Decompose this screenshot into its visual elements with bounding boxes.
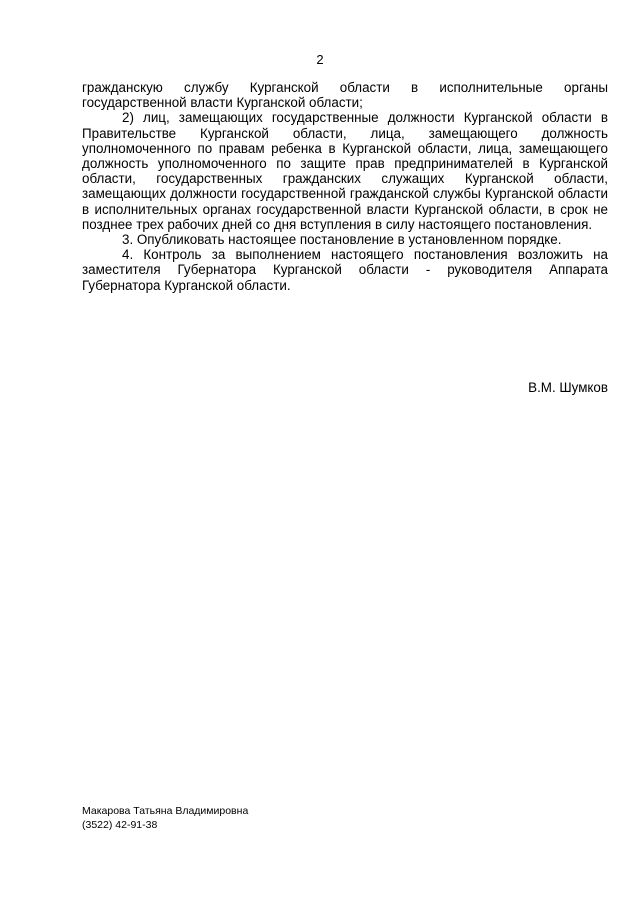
paragraph-continuation: гражданскую службу Курганской области в исполнительные органы государственной власти Курганской области; xyxy=(82,80,608,111)
paragraph-item-3: 3. Опубликовать настоящее постановление в установленном порядке. xyxy=(122,232,562,248)
contact-phone: (3522) 42-91-38 xyxy=(82,819,158,831)
contact-name: Макарова Татьяна Владимировна xyxy=(82,805,249,817)
signature-name: В.М. Шумков xyxy=(528,380,608,395)
contact-block xyxy=(82,804,248,832)
page-number: 2 xyxy=(316,52,324,67)
paragraph-item-2: 2) лиц, замещающих государственные должности Курганской области в Правительстве Курганской области, лица, замещающего должность уполномоченного по правам ребенка в Курганской области, лица, замещающего должность уполномоченного по защите прав предпринимателей в Курганской области, государственных гражданских служащих Курганской области, замещающих должности государственной гражданской службы Курганской области в исполнительных органах государственной власти Курганской области, в срок не позднее трех рабочих дней со дня вступления в силу настоящего постановления. xyxy=(82,110,608,232)
document-body xyxy=(82,80,608,293)
paragraph-item-4: 4. Контроль за выполнением настоящего постановления возложить на заместителя Губернатора Курганской области - руководителя Аппарата Губернатора Курганской области. xyxy=(82,247,608,293)
